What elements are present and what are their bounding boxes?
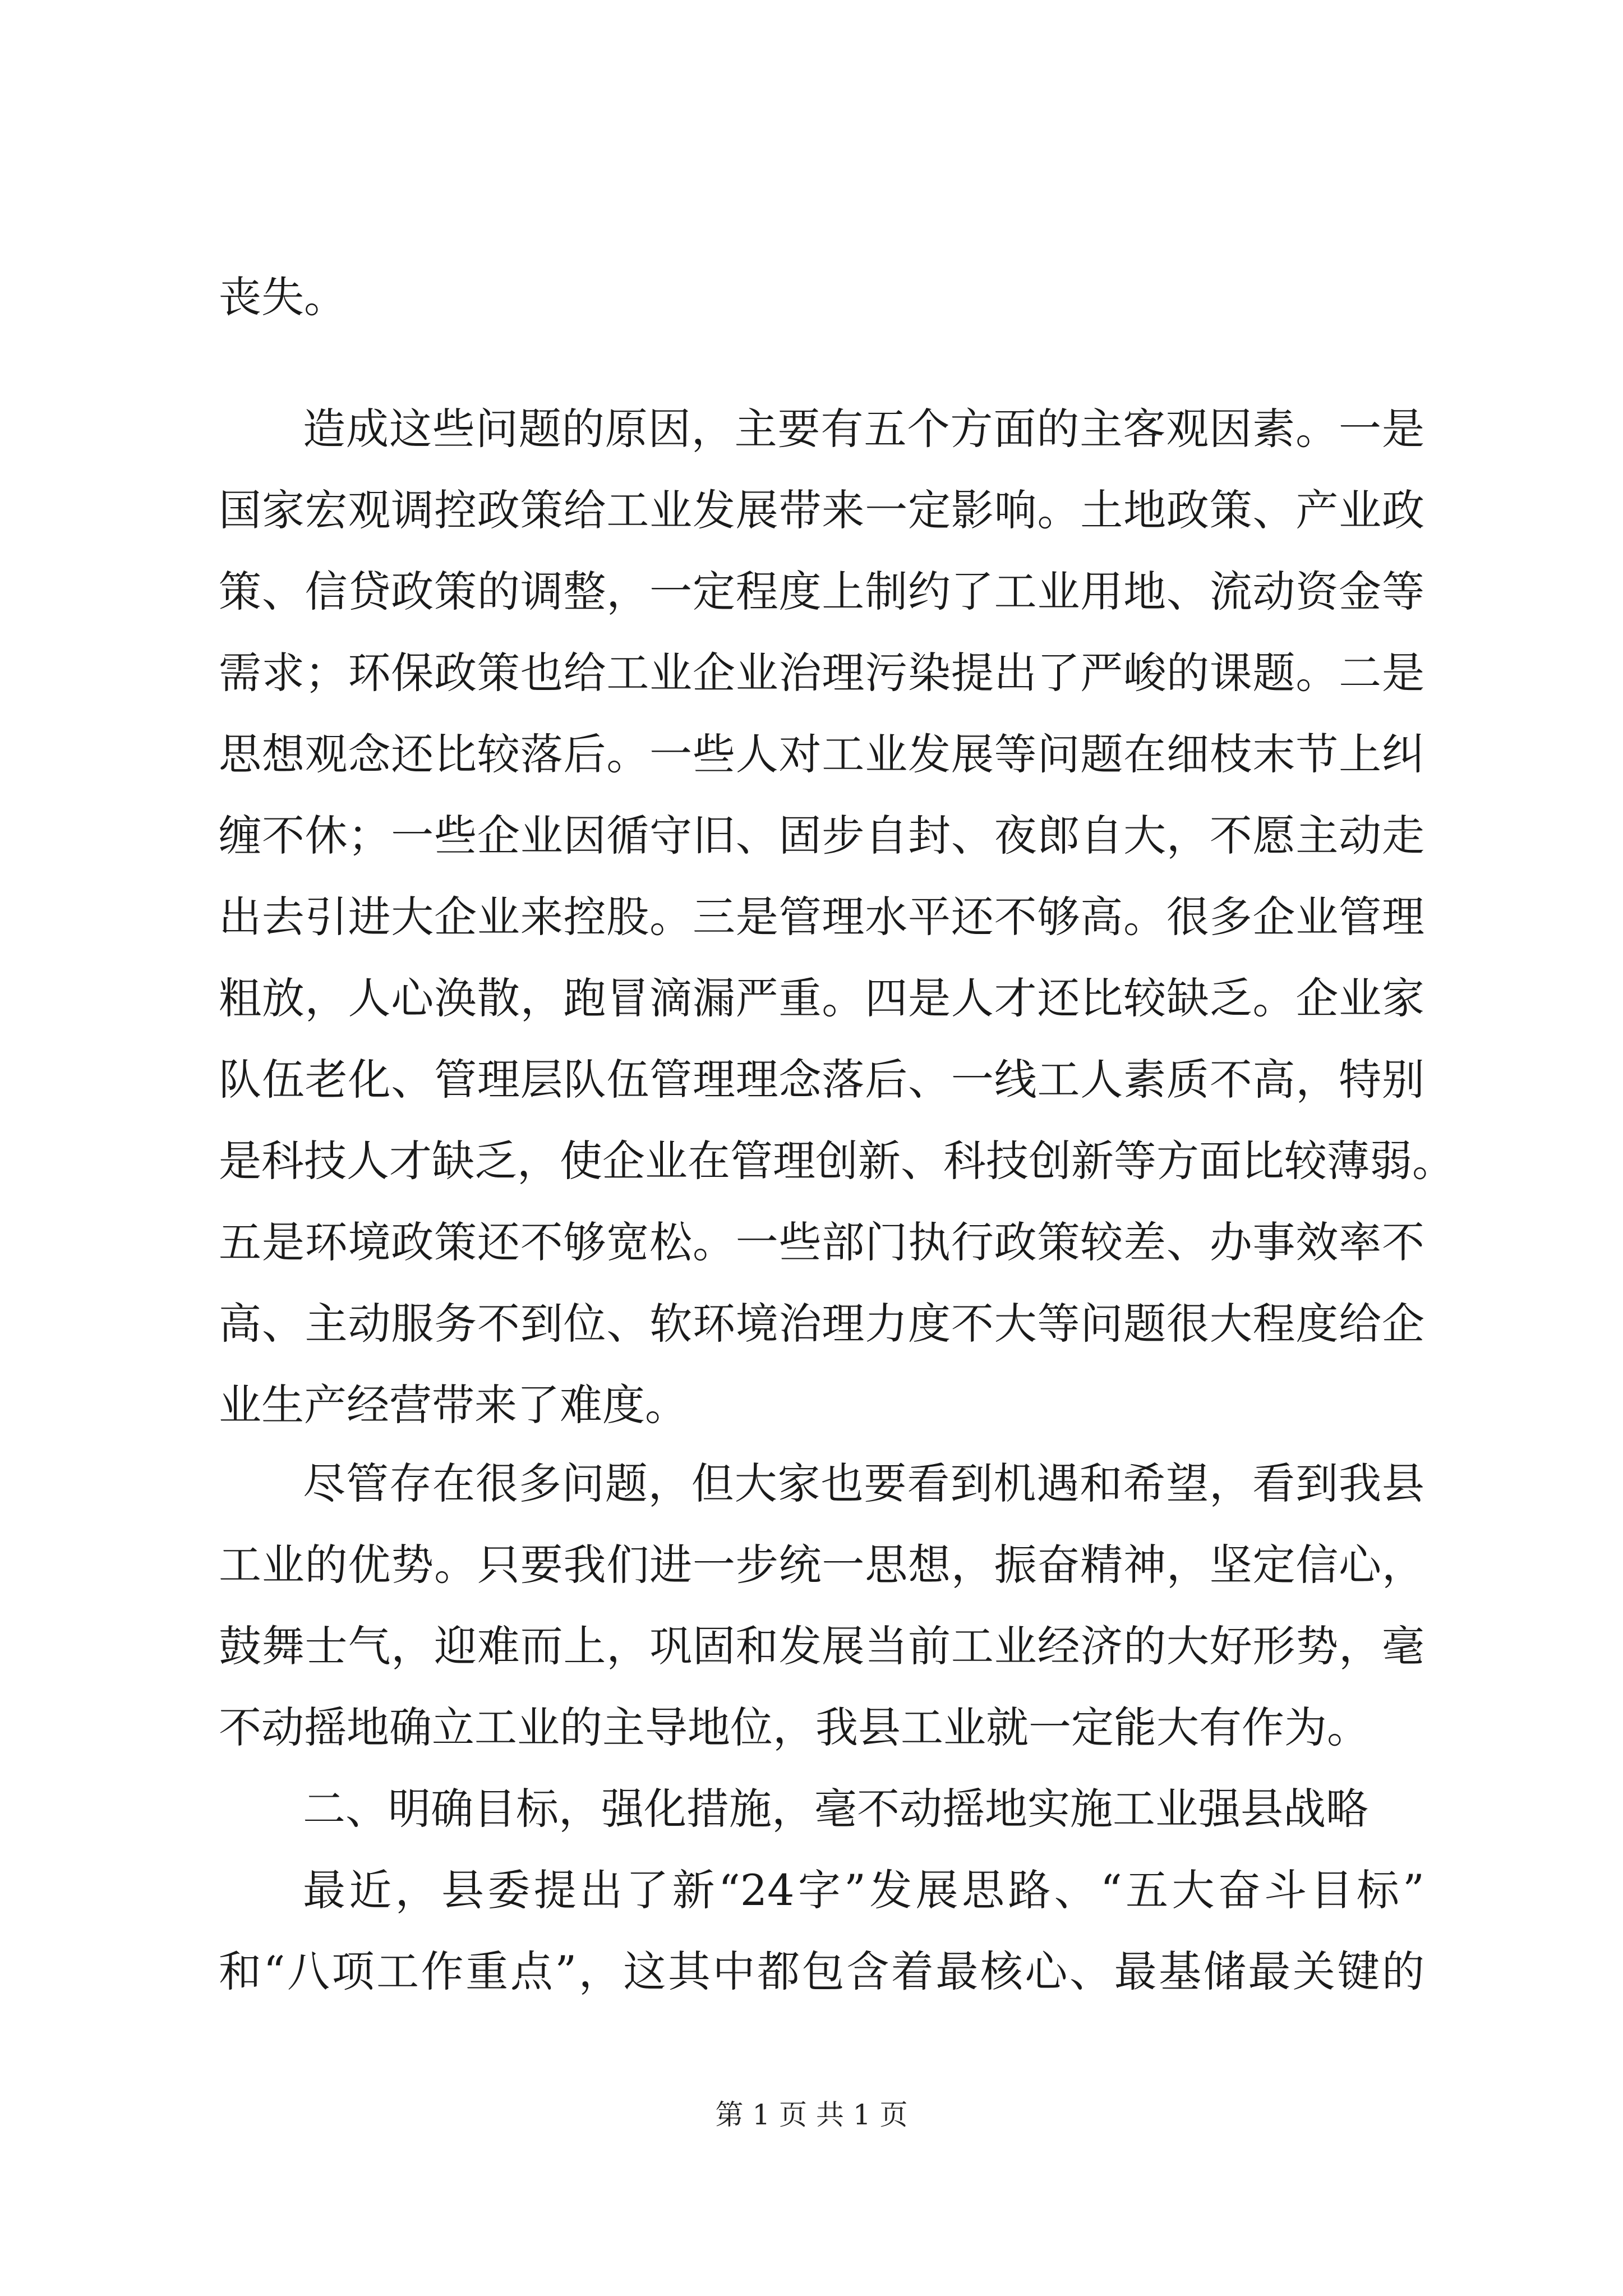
text-line: 国家宏观调控政策给工业发展带来一定影响。土地政策、产业政 [219, 485, 1424, 535]
text-line: 缠不休；一些企业因循守旧、固步自封、夜郎自大，不愿主动走 [219, 811, 1424, 861]
text-line: 业生产经营带来了难度。 [219, 1380, 688, 1430]
page-number-footer: 第 1 页 共 1 页 [715, 2099, 908, 2131]
text-line: 鼓舞士气，迎难而上，巩固和发展当前工业经济的大好形势，毫 [219, 1621, 1424, 1671]
text-line: 工业的优势。只要我们进一步统一思想，振奋精神，坚定信心， [219, 1540, 1424, 1590]
text-line: 粗放，人心涣散，跑冒滴漏严重。四是人才还比较缺乏。企业家 [219, 973, 1424, 1023]
text-line: 高、主动服务不到位、软环境治理力度不大等问题很大程度给企 [219, 1299, 1424, 1349]
paragraph-first-line: 尽管存在很多问题，但大家也要看到机遇和希望，看到我县 [303, 1458, 1424, 1508]
text-line: 队伍老化、管理层队伍管理理念落后、一线工人素质不高，特别 [219, 1055, 1424, 1105]
text-line: 思想观念还比较落后。一些人对工业发展等问题在细枝末节上纠 [219, 729, 1424, 779]
text-line: 不动摇地确立工业的主导地位，我县工业就一定能大有作为。 [219, 1703, 1370, 1752]
paragraph-first-line: 造成这些问题的原因，主要有五个方面的主客观因素。一是 [303, 404, 1424, 454]
text-line: 需求；环保政策也给工业企业治理污染提出了严峻的课题。二是 [219, 648, 1424, 698]
text-line: 和“八项工作重点”，这其中都包含着最核心、最基储最关键的 [219, 1947, 1424, 1996]
section-heading: 二、明确目标，强化措施，毫不动摇地实施工业强县战略 [303, 1784, 1368, 1834]
text-line: 丧失。 [219, 272, 347, 322]
text-line: 策、信贷政策的调整，一定程度上制约了工业用地、流动资金等 [219, 567, 1424, 616]
text-line: 是科技人才缺乏，使企业在管理创新、科技创新等方面比较薄弱。 [219, 1136, 1455, 1186]
paragraph-first-line: 最近，县委提出了新“24字”发展思路、“五大奋斗目标” [303, 1865, 1424, 1915]
text-line: 五是环境政策还不够宽松。一些部门执行政策较差、办事效率不 [219, 1217, 1424, 1267]
text-line: 出去引进大企业来控股。三是管理水平还不够高。很多企业管理 [219, 892, 1424, 942]
